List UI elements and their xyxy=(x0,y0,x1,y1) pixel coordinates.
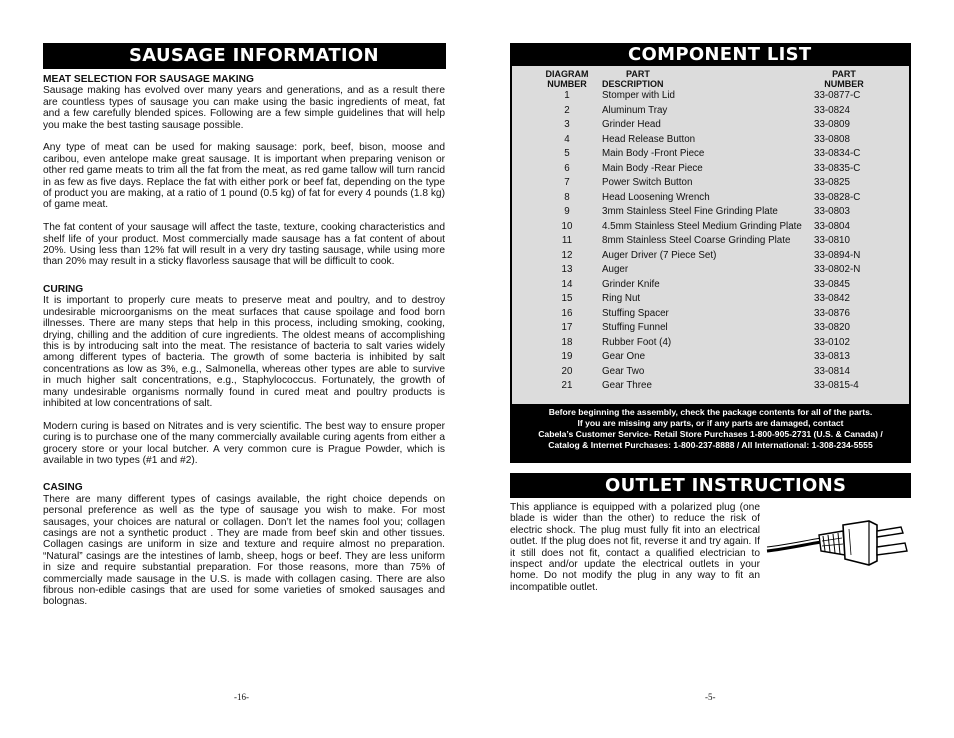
diagram-number-cell: 11 xyxy=(561,235,573,246)
part-number-cell: 33-0835-C xyxy=(814,162,861,174)
component-row xyxy=(536,336,874,351)
header-desc-line1: PART xyxy=(626,69,650,79)
header-diagram-line1: DIAGRAM xyxy=(545,69,589,79)
component-row xyxy=(536,307,874,322)
component-row xyxy=(536,133,874,148)
part-description-cell: Gear Two xyxy=(602,365,645,377)
part-number-cell: 33-0802-N xyxy=(814,264,861,275)
diagram-number-cell: 8 xyxy=(564,191,570,203)
component-row xyxy=(536,104,874,119)
component-table xyxy=(536,69,874,394)
part-description-cell: Power Switch Button xyxy=(602,177,693,188)
outlet-instructions-text: This appliance is equipped with a polarized plug (one blade is wider than the other) to reduce the risk of electric shock. The plug must fully fit into an electrical outlet. If the plug does not fit, reverse it and try again. If it still does not fit, contact a qualified electrician to inspect and/or update the electrical outlets in your home. Do not modify the plug in any way to fit an incompatible outlet. xyxy=(510,502,760,593)
diagram-number-cell: 9 xyxy=(564,206,570,217)
component-list-title: COMPONENT LIST xyxy=(510,43,911,66)
part-description-cell: 4.5mm Stainless Steel Medium Grinding Plate xyxy=(602,220,802,232)
meat-paragraph-1: Sausage making has evolved over many years and generations, and as a result there are countless types of sausage you can make using the basic ingredients of meat, fat and a few carefully blended spices. Following are a few simple guidelines that will help you make the best tasting sausage possible. xyxy=(43,85,445,131)
part-description-cell: 8mm Stainless Steel Coarse Grinding Plate xyxy=(602,235,791,246)
component-row xyxy=(536,292,874,307)
diagram-number-cell: 19 xyxy=(561,351,573,362)
part-number-cell: 33-0102 xyxy=(814,336,850,348)
part-description-cell: Rubber Foot (4) xyxy=(602,336,672,348)
diagram-number-cell: 6 xyxy=(564,162,570,174)
component-row xyxy=(536,205,874,220)
part-number-cell: 33-0834-C xyxy=(814,148,861,159)
diagram-number-cell: 17 xyxy=(561,322,573,333)
part-description-cell: Ring Nut xyxy=(602,293,641,304)
diagram-number-cell: 5 xyxy=(564,148,570,159)
note-line-4: Catalog & Internet Purchases: 1-800-237-8888 / All International: 1-308-234-5555 xyxy=(548,440,873,450)
casing-paragraph: There are many different types of casings available, the right choice depends on personal preference as well as the type of sausage you wish to make. For most sausages, your choices are natural or collagen. Don’t let the names fool you; collagen casings are not a synthetic product . They are made from beef skin and other tissues. Collagen casings are uniform in size and texture and require almost no preparation. “Natural” casings are the intestines of lamb, sheep, hogs or beef. They are less uniform in size and require substantial preparation. For those reasons, more than 75% of commercially made sausage in the U.S. is made with collagen casing. There are also fibrous non-edible casings that are used for some varieties of smoked sausages and bolognas. xyxy=(43,493,445,608)
part-number-cell: 33-0824 xyxy=(814,104,850,116)
component-row xyxy=(536,365,874,380)
header-partnum-line1: PART xyxy=(832,69,856,79)
diagram-number-cell: 20 xyxy=(561,365,573,377)
diagram-number-cell: 16 xyxy=(561,307,573,319)
missing-parts-note xyxy=(510,407,911,451)
part-description-cell: Main Body -Rear Piece xyxy=(602,162,703,174)
part-description-cell: Stuffing Spacer xyxy=(602,307,669,319)
component-row xyxy=(536,321,874,336)
part-description-cell: Gear Three xyxy=(602,380,652,391)
part-number-cell: 33-0815-4 xyxy=(814,380,859,391)
part-description-cell: Auger Driver (7 Piece Set) xyxy=(602,249,717,261)
component-list-panel xyxy=(510,66,911,463)
component-row xyxy=(536,278,874,293)
component-row xyxy=(536,350,874,365)
curing-paragraph-2: Modern curing is based on Nitrates and is very scientific. The best way to ensure proper curing is to purchase one of the many commercially available curing agents from either a grocery store or your local butcher. A very common cure is Prague Powder, which is available in two types (#1 and #2). xyxy=(43,420,445,466)
sausage-information-body xyxy=(43,74,445,608)
diagram-number-cell: 15 xyxy=(561,293,573,304)
component-row xyxy=(536,234,874,249)
diagram-number-cell: 10 xyxy=(561,220,573,232)
part-number-cell: 33-0809 xyxy=(814,119,850,130)
note-line-1: Before beginning the assembly, check the package contents for all of the parts. xyxy=(548,407,873,417)
diagram-number-cell: 12 xyxy=(561,249,573,261)
left-page-number: -16- xyxy=(234,692,249,702)
diagram-number-cell: 14 xyxy=(561,278,573,290)
header-partnum-line2: NUMBER xyxy=(824,79,864,89)
part-description-cell: Stomper with Lid xyxy=(602,90,675,101)
component-row xyxy=(536,162,874,177)
part-number-cell: 33-0842 xyxy=(814,293,850,304)
header-part-description xyxy=(598,69,814,89)
component-row xyxy=(536,263,874,278)
part-number-cell: 33-0877-C xyxy=(814,90,861,101)
diagram-number-cell: 2 xyxy=(564,104,570,116)
component-table-area xyxy=(512,66,909,404)
component-row xyxy=(536,191,874,206)
outlet-instructions-title: OUTLET INSTRUCTIONS xyxy=(510,473,911,498)
part-description-cell: Main Body -Front Piece xyxy=(602,148,705,159)
part-description-cell: Gear One xyxy=(602,351,646,362)
diagram-number-cell: 1 xyxy=(564,90,570,101)
component-row xyxy=(536,176,874,191)
diagram-number-cell: 21 xyxy=(561,380,573,391)
header-part-number xyxy=(814,69,874,89)
part-description-cell: Grinder Knife xyxy=(602,278,660,290)
header-diagram-number xyxy=(536,69,598,89)
casing-heading: CASING xyxy=(43,482,83,494)
curing-paragraph-1: It is important to properly cure meats to preserve meat and poultry, and to destroy undesirable microorganisms on the meat surfaces that cause spoilage and food born illnesses. There are many steps that help in this process, including smoking, cooking, drying, chilling and the addition of cure ingredients. The oldest means of accomplishing this is by introducing salt into the meat. The resistance of bacteria to salt varies widely among different types of bacteria. The growth of some bacteria is inhibited by salt concentrations as low as 3%, e.g., Salmonella, whereas other types are able to survive in much higher salt concentrations, e.g., Staphylococcus. Fortunately, the growth of many undesirable organisms normally found in cured meat and poultry products is inhibited at low concentrations of salt. xyxy=(43,295,445,409)
note-line-3: Cabela’s Customer Service- Retail Store Purchases 1-800-905-2731 (U.S. & Canada) / xyxy=(538,429,883,439)
part-number-cell: 33-0845 xyxy=(814,278,850,290)
part-number-cell: 33-0876 xyxy=(814,307,850,319)
part-description-cell: Stuffing Funnel xyxy=(602,322,668,333)
curing-heading: CURING xyxy=(43,283,84,295)
part-number-cell: 33-0894-N xyxy=(814,249,861,261)
part-number-cell: 33-0808 xyxy=(814,133,850,145)
part-number-cell: 33-0813 xyxy=(814,351,850,362)
part-description-cell: Head Loosening Wrench xyxy=(602,191,710,203)
component-table-body xyxy=(536,89,874,394)
header-diagram-line2: NUMBER xyxy=(547,79,587,89)
part-number-cell: 33-0814 xyxy=(814,365,850,377)
part-description-cell: 3mm Stainless Steel Fine Grinding Plate xyxy=(602,206,778,217)
part-number-cell: 33-0810 xyxy=(814,235,850,246)
part-number-cell: 33-0820 xyxy=(814,322,850,333)
part-number-cell: 33-0803 xyxy=(814,206,850,217)
part-number-cell: 33-0828-C xyxy=(814,191,861,203)
part-number-cell: 33-0825 xyxy=(814,177,850,188)
meat-paragraph-3: The fat content of your sausage will affect the taste, texture, cooking characteristics and shelf life of your product. Most commercially made sausage has a fat content of about 20%. Using less than 12% fat will result in a very dry tasting sausage, while using more than 20% may result in a sticky flavorless sausage that will be difficult to cook. xyxy=(43,222,445,268)
right-page-number: -5- xyxy=(705,692,716,702)
sausage-information-title: SAUSAGE INFORMATION xyxy=(43,43,446,69)
meat-selection-heading: MEAT SELECTION FOR SAUSAGE MAKING xyxy=(43,74,254,85)
component-row xyxy=(536,89,874,104)
meat-paragraph-2: Any type of meat can be used for making sausage: pork, beef, bison, moose and caribou, even antelope make great sausage. It is important when preparing venison or other red game meats to trim all the fat from the meat, as red game tallow will turn rancid in as few as five days. Replace the fat with either pork or beef fat, depending on the type of product you are making, at a ratio of 1 pound (0.5 kg) of fat for every 4 pounds (1.8 kg) of game meat. xyxy=(43,142,445,211)
component-row xyxy=(536,220,874,235)
diagram-number-cell: 7 xyxy=(564,177,570,188)
note-line-2: If you are missing any parts, or if any parts are damaged, contact xyxy=(577,418,844,428)
part-description-cell: Head Release Button xyxy=(602,133,696,145)
component-row xyxy=(536,147,874,162)
polarized-plug-illustration xyxy=(765,505,913,575)
header-desc-line2: DESCRIPTION xyxy=(602,79,664,89)
diagram-number-cell: 13 xyxy=(561,264,573,275)
diagram-number-cell: 3 xyxy=(564,119,570,130)
part-number-cell: 33-0804 xyxy=(814,220,850,232)
component-row xyxy=(536,379,874,394)
part-description-cell: Auger xyxy=(602,264,629,275)
component-row xyxy=(536,249,874,264)
part-description-cell: Grinder Head xyxy=(602,119,661,130)
part-description-cell: Aluminum Tray xyxy=(602,104,668,116)
diagram-number-cell: 4 xyxy=(564,133,570,145)
component-row xyxy=(536,118,874,133)
diagram-number-cell: 18 xyxy=(561,336,573,348)
